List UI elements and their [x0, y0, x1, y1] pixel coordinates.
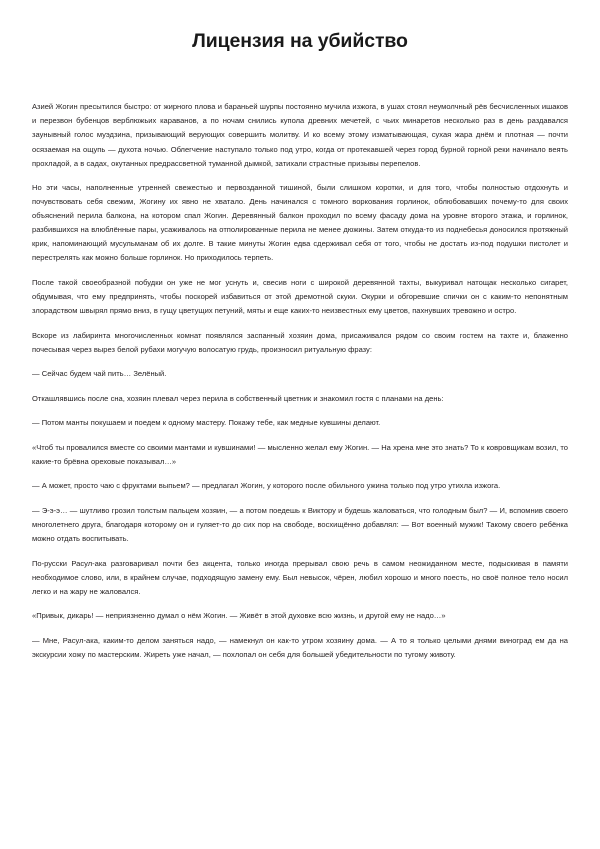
- paragraph: После такой своеобразной побудки он уже не мог уснуть и, свесив ноги с широкой деревянной тахты, выкуривал натощак несколько сигарет, обдумывая, что ему предпринять, чтобы поскорей избавиться от этой дремотной скуки. Окурки и обгоревшие спички он с каким-то непонятным злорадством швырял прямо вниз, в гущу цветущих петуний, мяты и еще каких-то неизвестных ему цветов, пахнувших тревожно и остро.: [32, 277, 568, 315]
- paragraph-dialogue: — А может, просто чаю с фруктами выпьем? — предлагал Жогин, у которого после обильного ужина только под утро утихла изжога.: [32, 481, 501, 491]
- document-body: [32, 100, 568, 661]
- paragraph: Вскоре из лабиринта многочисленных комнат появлялся заспанный хозяин дома, присаживался рядом со своим гостем на тахте и, блаженно почесывая через вырез белой рубахи могучую волосатую грудь, произносил ритуальную фразу:: [32, 330, 568, 354]
- paragraph: По-русски Расул-ака разговаривал почти без акцента, только иногда прерывал свою речь в самом неожиданном месте, подыскивая в памяти необходимое слово, или, в крайнем случае, подходящую замену ему. Был невысок, чёрен, любил хорошо и много поесть, но своё полное тело носил легко и на жару не жаловался.: [32, 558, 568, 596]
- paragraph-quote: «Чтоб ты провалился вместе со своими мантами и кувшинами! — мысленно желал ему Жогин. — На хрена мне это знать? То к ковровщикам возил, то какие-то брёвна ореховые показывал…»: [32, 442, 568, 466]
- paragraph: Но эти часы, наполненные утренней свежестью и первозданной тишиной, были слишком коротки, и для того, чтобы полностью отдохнуть и почувствовать себя свежим, Жогину их явно не хватало. День начинался с томного воркования горлинок, облюбовавших почему-то для своих объяснений перила балкона, на котором спал Жогин. Деревянный балкон проходил по всему фасаду дома на уровне второго этажа, и горлинок, разбившихся на влюблённые пары, усаживалось на отполированные перила не менее дюжины. Затем откуда-то из поднебесья доносился протяжный крик, напоминающий мусульманам об их долге. В такие минуты Жогин едва сдерживал себя от того, чтобы не достать из-под подушки пистолет и перестрелять как можно больше горлинок. Но приходилось терпеть.: [32, 183, 568, 263]
- paragraph-dialogue: — Потом манты покушаем и поедем к одному мастеру. Покажу тебе, как медные кувшины делают.: [32, 418, 381, 428]
- paragraph: Откашлявшись после сна, хозяин плевал через перила в собственный цветник и знакомил гостя с планами на день:: [32, 393, 444, 403]
- paragraph-dialogue: — Мне, Расул-ака, каким-то делом заняться надо, — намекнул он как-то утром хозяину дома. — А то я только целыми днями виноград ем да на экскурсии хожу по мастерским. Жиреть уже начал, — похлопал он себя для большей убедительности по тугому животу.: [32, 635, 568, 659]
- paragraph-quote: «Привык, дикарь! — неприязненно думал о нём Жогин. — Живёт в этой духовке всю жизнь, и другой ему не надо…»: [32, 611, 446, 621]
- paragraph-dialogue: — Сейчас будем чай пить… Зелёный.: [32, 369, 167, 379]
- page-title: Лицензия на убийство: [192, 30, 408, 52]
- paragraph-dialogue: — Э-э-э… — шутливо грозил толстым пальцем хозяин, — а потом поедешь к Виктору и будешь жаловаться, что голодным был? — И, вспомнив своего многолетнего друга, благодаря которому он и гуляет-то до сих пор на свободе, восхищённо добавлял: — Вот военный мужик! Такому своего ребёнка можно отдать воспитывать.: [32, 505, 568, 544]
- paragraph: Азией Жогин пресытился быстро: от жирного плова и бараньей шурпы постоянно мучила изжога, в ушах стоял неумолчный рёв бесчисленных ишаков и перезвон бубенцов верблюжьих караванов, а по ночам снились купола древних мечетей, с чьих минаретов несколько раз в день раздавался заунывный голос муэдзина, призывающий верующих совершить молитву. И ко всему этому изматывающая, сухая жара днём и плотная — почти осязаемая на ощупь — духота ночью. Облегчение наступало только под утро, когда от протекавшей через город бурной горной реки начинало веять прохладой, а в садах, окутанных предрассветной туманной дымкой, затихали страстные призывы перепелов.: [32, 102, 568, 168]
